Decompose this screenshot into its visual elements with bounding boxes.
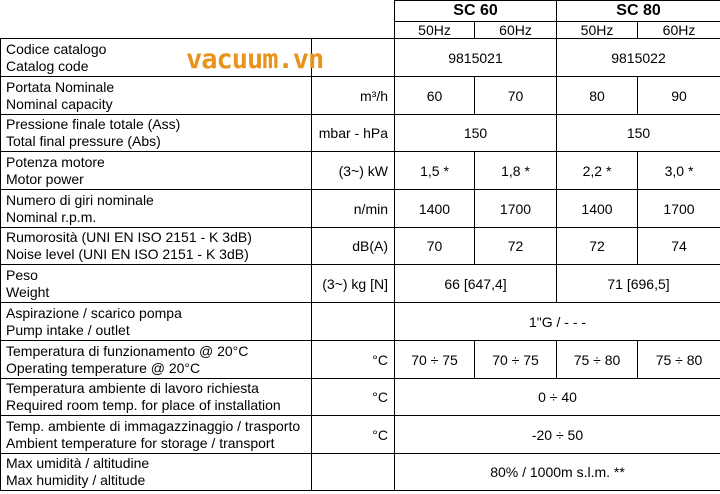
label-cell bbox=[1, 454, 312, 491]
value-sc60: 9815021 bbox=[395, 39, 557, 77]
row-weight bbox=[1, 265, 720, 303]
value-sc60-60hz: 70 ÷ 75 bbox=[475, 341, 557, 379]
value-sc60-60hz: 1,8 * bbox=[475, 152, 557, 190]
unit-cell: m³/h bbox=[312, 77, 395, 115]
label-it: Temperatura ambiente di lavoro richiesta bbox=[6, 380, 259, 396]
value-sc80: 150 bbox=[557, 115, 720, 152]
value-sc80-50hz: 1400 bbox=[557, 190, 638, 228]
value-sc60-50hz: 70 bbox=[395, 228, 475, 265]
label-cell bbox=[1, 77, 312, 115]
value-sc80-50hz: 72 bbox=[557, 228, 638, 265]
value-sc80-60hz: 1700 bbox=[638, 190, 720, 228]
unit-cell: dB(A) bbox=[312, 228, 395, 265]
row-humidity bbox=[1, 454, 720, 491]
value-all: 1"G / - - - bbox=[395, 303, 720, 341]
label-it: Potenza motore bbox=[6, 153, 105, 170]
unit-cell: (3~) kW bbox=[312, 152, 395, 190]
value-sc80-60hz: 74 bbox=[638, 228, 720, 265]
row-operating-temp bbox=[1, 341, 720, 379]
value-sc60-60hz: 72 bbox=[475, 228, 557, 265]
value-sc80-60hz: 3,0 * bbox=[638, 152, 720, 190]
freq-sc80-50hz: 50Hz bbox=[557, 22, 638, 39]
freq-sc60-60hz: 60Hz bbox=[475, 22, 557, 39]
label-it: Max umidità / altitudine bbox=[6, 455, 150, 471]
label-en: Pump intake / outlet bbox=[6, 321, 130, 338]
row-capacity bbox=[1, 77, 720, 115]
label-it: Temp. ambiente di immagazzinaggio / trasporto bbox=[6, 417, 301, 434]
label-it: Peso bbox=[6, 266, 38, 283]
label-cell bbox=[1, 190, 312, 228]
unit-cell: °C bbox=[312, 416, 395, 454]
label-en: Max humidity / altitude bbox=[6, 472, 146, 488]
value-sc60-60hz: 70 bbox=[475, 77, 557, 115]
row-intake bbox=[1, 303, 720, 341]
label-it: Codice catalogo bbox=[6, 40, 107, 57]
label-en: Nominal capacity bbox=[6, 95, 113, 112]
row-storage-temp bbox=[1, 416, 720, 454]
label-cell bbox=[1, 228, 312, 265]
unit-cell bbox=[312, 39, 395, 77]
value-all: -20 ÷ 50 bbox=[395, 416, 720, 454]
label-en: Noise level (UNI EN ISO 2151 - K 3dB) bbox=[6, 246, 249, 262]
model-sc60: SC 60 bbox=[395, 1, 557, 22]
label-en: Weight bbox=[6, 283, 50, 300]
label-it: Portata Nominale bbox=[6, 78, 115, 95]
label-it: Rumorosità (UNI EN ISO 2151 - K 3dB) bbox=[6, 229, 252, 245]
row-power bbox=[1, 152, 720, 190]
unit-cell: °C bbox=[312, 379, 395, 416]
unit-cell bbox=[312, 454, 395, 491]
row-room-temp bbox=[1, 379, 720, 416]
label-cell bbox=[1, 265, 312, 303]
label-cell bbox=[1, 379, 312, 416]
value-sc80-50hz: 2,2 * bbox=[557, 152, 638, 190]
label-cell bbox=[1, 115, 312, 152]
unit-cell bbox=[312, 303, 395, 341]
unit-cell: mbar - hPa bbox=[312, 115, 395, 152]
label-cell bbox=[1, 341, 312, 379]
value-sc80: 9815022 bbox=[557, 39, 720, 77]
freq-sc80-60hz: 60Hz bbox=[638, 22, 720, 39]
label-cell bbox=[1, 416, 312, 454]
model-sc80: SC 80 bbox=[557, 1, 720, 22]
value-sc60-50hz: 70 ÷ 75 bbox=[395, 341, 475, 379]
header-blank bbox=[1, 1, 395, 39]
value-sc60: 66 [647,4] bbox=[395, 265, 557, 303]
value-sc80-50hz: 75 ÷ 80 bbox=[557, 341, 638, 379]
value-all: 80% / 1000m s.l.m. ** bbox=[395, 454, 720, 491]
unit-cell: n/min bbox=[312, 190, 395, 228]
value-sc60: 150 bbox=[395, 115, 557, 152]
row-pressure bbox=[1, 115, 720, 152]
label-cell bbox=[1, 303, 312, 341]
label-en: Nominal r.p.m. bbox=[6, 208, 97, 225]
freq-sc60-50hz: 50Hz bbox=[395, 22, 475, 39]
label-en: Operating temperature @ 20°C bbox=[6, 359, 201, 376]
value-sc60-50hz: 1400 bbox=[395, 190, 475, 228]
value-sc80-60hz: 75 ÷ 80 bbox=[638, 341, 720, 379]
label-en: Ambient temperature for storage / transport bbox=[6, 434, 275, 451]
value-all: 0 ÷ 40 bbox=[395, 379, 720, 416]
label-cell bbox=[1, 152, 312, 190]
label-en: Motor power bbox=[6, 170, 84, 187]
value-sc80-50hz: 80 bbox=[557, 77, 638, 115]
row-catalog bbox=[1, 39, 720, 77]
value-sc60-60hz: 1700 bbox=[475, 190, 557, 228]
label-it: Aspirazione / scarico pompa bbox=[6, 304, 182, 321]
label-it: Pressione finale totale (Ass) bbox=[6, 116, 181, 132]
value-sc80-60hz: 90 bbox=[638, 77, 720, 115]
label-it: Temperatura di funzionamento @ 20°C bbox=[6, 342, 249, 359]
row-noise bbox=[1, 228, 720, 265]
model-header-row bbox=[1, 1, 720, 22]
value-sc60-50hz: 60 bbox=[395, 77, 475, 115]
label-en: Required room temp. for place of installation bbox=[6, 397, 281, 413]
value-sc80: 71 [696,5] bbox=[557, 265, 720, 303]
row-rpm bbox=[1, 190, 720, 228]
unit-cell: (3~) kg [N] bbox=[312, 265, 395, 303]
unit-cell: °C bbox=[312, 341, 395, 379]
watermark-logo: vacuum.vn bbox=[186, 44, 324, 75]
value-sc60-50hz: 1,5 * bbox=[395, 152, 475, 190]
label-en: Catalog code bbox=[6, 57, 89, 74]
label-en: Total final pressure (Abs) bbox=[6, 133, 161, 149]
label-it: Numero di giri nominale bbox=[6, 191, 154, 208]
